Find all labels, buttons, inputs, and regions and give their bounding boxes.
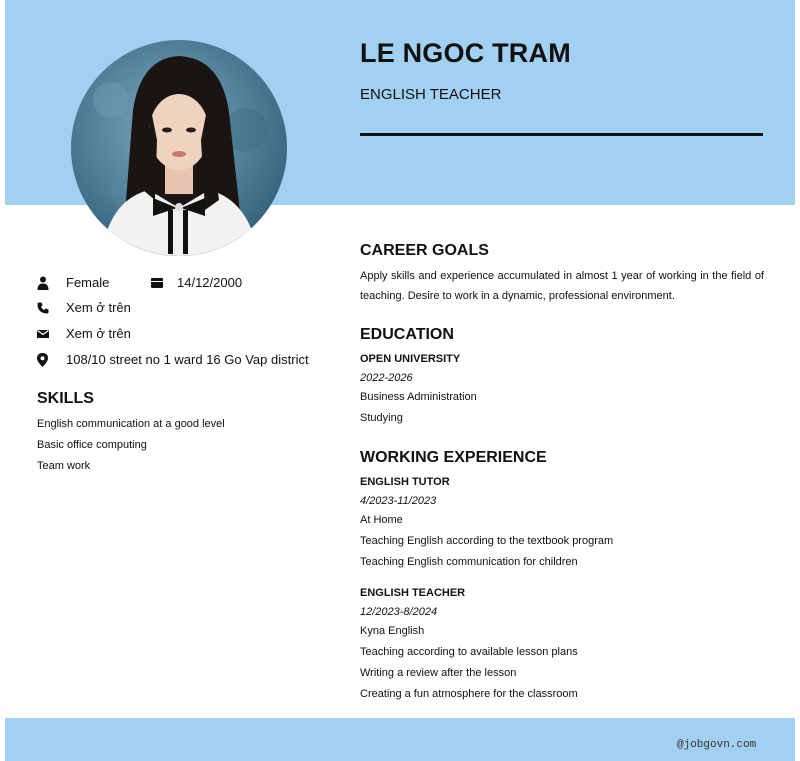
- calendar-icon: [151, 276, 165, 290]
- experience-detail: Teaching according to available lesson plans: [360, 646, 578, 658]
- experience-org: ENGLISH TUTOR: [360, 476, 450, 488]
- address-value: 108/10 street no 1 ward 16 Go Vap district: [66, 352, 309, 367]
- experience-detail: Creating a fun atmosphere for the classroom: [360, 688, 578, 700]
- experience-period: 4/2023-11/2023: [360, 495, 437, 507]
- education-period: 2022-2026: [360, 372, 413, 384]
- experience-detail: Teaching English according to the textbook program: [360, 535, 614, 547]
- education-detail: Business Administration: [360, 391, 477, 403]
- person-icon: [37, 276, 51, 290]
- email-icon: [37, 327, 51, 341]
- gender-row: [37, 275, 109, 290]
- experience-entry: [360, 475, 613, 576]
- experience-detail: Kyna English: [360, 625, 425, 637]
- education-detail: Studying: [360, 412, 403, 424]
- education-org: OPEN UNIVERSITY: [360, 353, 461, 365]
- job-title: ENGLISH TEACHER: [360, 86, 502, 103]
- profile-photo: [71, 40, 287, 256]
- gender-value: Female: [66, 275, 110, 290]
- experience-entry: [360, 586, 578, 708]
- address-row: [37, 352, 309, 367]
- skill-item: Team work: [37, 460, 91, 472]
- experience-detail: Writing a review after the lesson: [360, 667, 517, 679]
- experience-org: ENGLISH TEACHER: [360, 587, 466, 599]
- candidate-name: LE NGOC TRAM: [360, 38, 571, 68]
- skills-list: [37, 417, 225, 480]
- experience-detail: At Home: [360, 514, 403, 526]
- phone-icon: [37, 301, 51, 315]
- career-goals-title: CAREER GOALS: [360, 242, 489, 259]
- education-entry: [360, 352, 477, 432]
- email-value: Xem ở trên: [66, 326, 131, 341]
- skill-item: English communication at a good level: [37, 418, 225, 430]
- email-row: [37, 326, 131, 341]
- skill-item: Basic office computing: [37, 439, 147, 451]
- phone-value: Xem ở trên: [66, 300, 131, 315]
- title-divider: [360, 133, 763, 136]
- education-title: EDUCATION: [360, 326, 454, 343]
- experience-detail: Teaching English communication for children: [360, 556, 578, 568]
- experience-period: 12/2023-8/2024: [360, 606, 438, 618]
- skills-title: SKILLS: [37, 390, 94, 407]
- phone-row: [37, 300, 131, 315]
- location-pin-icon: [37, 353, 51, 367]
- birthday-value: 14/12/2000: [177, 275, 243, 290]
- career-goals-text: Apply skills and experience accumulated in almost 1 year of working in the field of teaching. Desire to work in a dynamic, professional environment.: [360, 270, 764, 302]
- experience-title: WORKING EXPERIENCE: [360, 449, 547, 466]
- birthday-row: [151, 275, 242, 290]
- watermark: @jobgovn.com: [677, 739, 757, 751]
